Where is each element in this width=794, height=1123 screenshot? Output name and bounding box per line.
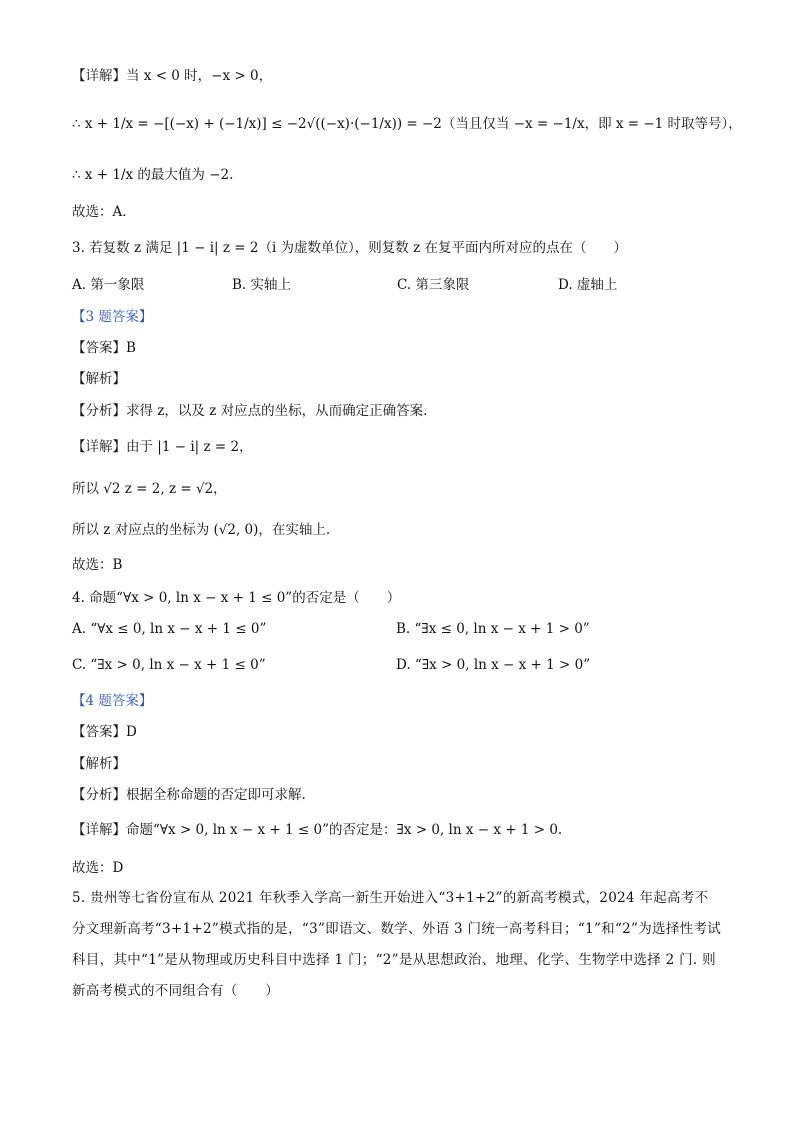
- q3-stem: 3. 若复数 z 满足 |1 − i| z = 2（i 为虚数单位），则复数 z 在复平面内所对应的点在（ ）: [72, 240, 627, 256]
- prev-max-line: ∴ x + 1/x 的最大值为 −2.: [72, 167, 234, 183]
- q3-detail-2: 所以 √2 z = 2, z = √2，: [72, 481, 227, 497]
- q5-text: 5. 贵州等七省份宣布从 2021 年秋季入学高一新生开始进入“3+1+2”的新高考模式，2024 年起高考不分文理新高考“3+1+2”模式指的是，“3”即语文、数学、外语 3 门统一高考科目；“1”和“2”为选择性考试科目，其中“1”是从物理或历史科目中选择 1 门；“2”是从思想政治、地理、化学、生物学中选择 2 门. 则新高考模式的不同组合有（ ）: [72, 890, 722, 999]
- q4-option-b: B. “∃x ≤ 0, ln x − x + 1 > 0”: [396, 621, 590, 637]
- q3-choose: 故选：B: [72, 557, 123, 573]
- q3-option-d: D. 虚轴上: [558, 277, 618, 293]
- prev-detail-line: 【详解】当 x < 0 时，−x > 0，: [72, 68, 273, 84]
- q3-option-c: C. 第三象限: [397, 277, 470, 293]
- prev-choose-line: 故选：A.: [72, 204, 127, 220]
- q4-choose: 故选：D: [72, 860, 124, 876]
- q4-option-c: C. “∃x > 0, ln x − x + 1 ≤ 0”: [72, 657, 266, 673]
- q4-answer: 【答案】D: [72, 724, 137, 740]
- q3-detail-1: 【详解】由于 |1 − i| z = 2，: [72, 439, 253, 455]
- q4-option-d: D. “∃x > 0, ln x − x + 1 > 0”: [396, 657, 591, 673]
- q4-analysis-header: 【解析】: [72, 756, 126, 772]
- q4-detail: 【详解】命题“∀x > 0, ln x − x + 1 ≤ 0”的否定是：∃x > 0, ln x − x + 1 > 0.: [72, 822, 563, 838]
- q3-option-a: A. 第一象限: [72, 277, 145, 293]
- q3-answer: 【答案】B: [72, 340, 136, 356]
- q4-analysis: 【分析】根据全称命题的否定即可求解.: [72, 787, 306, 803]
- prev-inequality-line: ∴ x + 1/x = −[(−x) + (−1/x)] ≤ −2√((−x)·(−1/x)) = −2（当且仅当 −x = −1/x，即 x = −1 时取等号），: [72, 116, 742, 132]
- q3-analysis: 【分析】求得 z，以及 z 对应点的坐标，从而确定正确答案.: [72, 403, 428, 419]
- q4-stem: 4. 命题“∀x > 0, ln x − x + 1 ≤ 0”的否定是（ ）: [72, 590, 401, 606]
- q3-option-b: B. 实轴上: [232, 277, 292, 293]
- q3-detail-3: 所以 z 对应点的坐标为 (√2, 0)，在实轴上.: [72, 522, 331, 538]
- q3-analysis-header: 【解析】: [72, 371, 126, 387]
- q3-answer-header: 【3 题答案】: [72, 309, 153, 325]
- q4-answer-header: 【4 题答案】: [72, 693, 153, 709]
- q4-option-a: A. “∀x ≤ 0, ln x − x + 1 ≤ 0”: [72, 621, 267, 637]
